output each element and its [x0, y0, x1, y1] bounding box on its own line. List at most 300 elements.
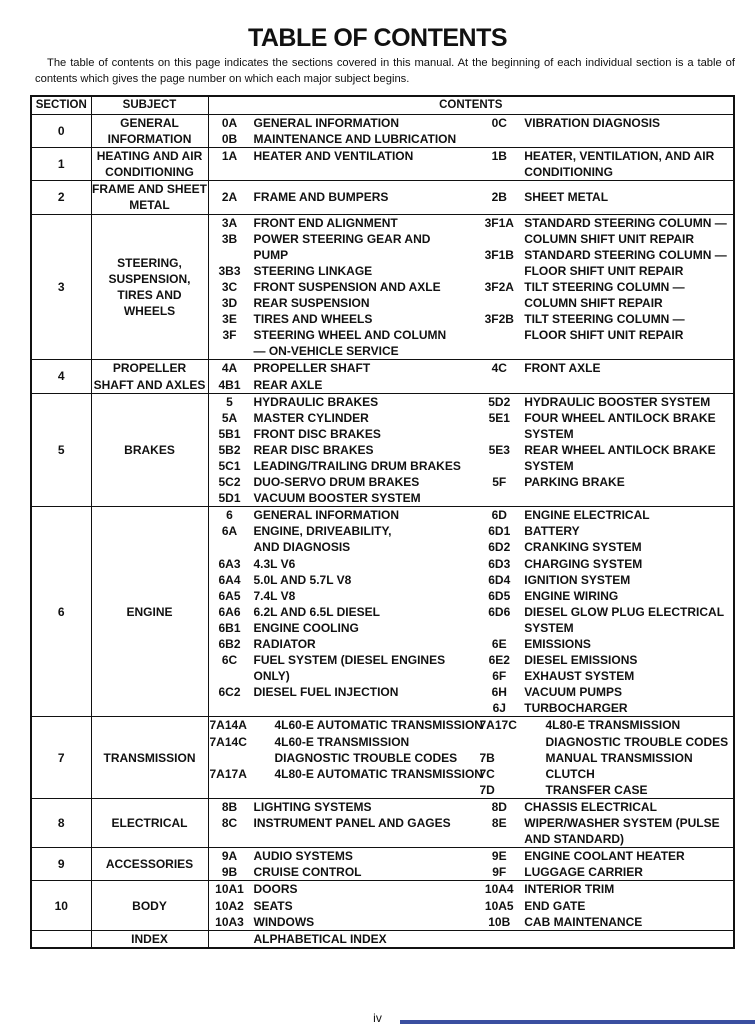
entry-code: 5B1: [218, 426, 241, 441]
section-subject: TRANSMISSION: [91, 717, 208, 798]
toc-entry: [209, 343, 479, 359]
toc-entry: [479, 717, 734, 733]
toc-row: [31, 881, 734, 930]
toc-entry: [478, 394, 733, 410]
section-number: 0: [31, 115, 91, 148]
entry-code: [209, 668, 251, 684]
entry-title: WIPER/WASHER SYSTEM (PULSE: [524, 816, 720, 831]
contents-column-left: [209, 931, 479, 947]
entry-title: LUGGAGE CARRIER: [524, 865, 643, 880]
entry-code: 3F1A: [484, 215, 514, 230]
entry-title: LEADING/TRAILING DRUM BRAKES: [253, 458, 461, 473]
entry-code: 6A5: [218, 588, 241, 603]
toc-entry: [478, 215, 733, 231]
entry-code: [209, 343, 251, 359]
entry-code: 6A: [221, 524, 238, 539]
section-contents: [208, 717, 734, 798]
entry-title: INTERIOR TRIM: [524, 882, 615, 897]
toc-entry: [209, 490, 479, 506]
toc-entry: [478, 115, 733, 131]
toc-body: [31, 115, 734, 948]
entry-code: 6F: [492, 669, 507, 684]
contents-column-left: [209, 507, 479, 716]
toc-entry: [478, 636, 733, 652]
toc-row: [31, 214, 734, 360]
toc-entry: [209, 588, 479, 604]
entry-code: 5D2: [488, 394, 511, 409]
toc-entry: [478, 279, 733, 295]
entry-title: AND STANDARD): [524, 832, 625, 847]
entry-code: 6E2: [488, 653, 510, 668]
entry-code: 3F1B: [484, 247, 514, 262]
entry-code: 5D1: [218, 491, 241, 506]
entry-code: 0B: [221, 132, 238, 147]
entry-code: 8D: [491, 799, 507, 814]
toc-entry: [478, 295, 733, 311]
toc-entry: [478, 620, 733, 636]
entry-code: 4A: [221, 361, 238, 376]
entry-title: TIRES AND WHEELS: [253, 312, 373, 327]
toc-entry: [478, 523, 733, 539]
toc-entry: [209, 652, 479, 668]
entry-title: REAR DISC BRAKES: [253, 442, 374, 457]
toc-row: [31, 798, 734, 847]
entry-title: REAR SUSPENSION: [253, 296, 370, 311]
section-contents: [208, 507, 734, 717]
entry-title: IGNITION SYSTEM: [524, 572, 631, 587]
section-subject: ENGINE: [91, 507, 208, 717]
section-contents: [208, 881, 734, 930]
entry-code: 10A1: [215, 882, 244, 897]
entry-title: FRONT DISC BRAKES: [253, 426, 381, 441]
section-subject: ACCESSORIES: [91, 848, 208, 881]
entry-title: MASTER CYLINDER: [253, 410, 369, 425]
entry-code: 6D2: [488, 540, 511, 555]
entry-code: 10A4: [484, 882, 514, 897]
toc-entry: [479, 750, 734, 766]
entry-title: CRUISE CONTROL: [253, 865, 362, 880]
toc-entry: [209, 620, 479, 636]
entry-title: 5.0L AND 5.7L V8: [253, 572, 352, 587]
toc-entry: [479, 766, 734, 782]
entry-title: SEATS: [253, 898, 293, 913]
toc-entry: [478, 684, 733, 700]
toc-entry: [209, 898, 479, 914]
toc-entry: [209, 684, 479, 700]
entry-title: TILT STEERING COLUMN —: [524, 312, 685, 327]
section-contents: [208, 360, 734, 393]
toc-entry: [209, 914, 479, 930]
entry-title: ENGINE, DRIVEABILITY,: [253, 524, 392, 539]
entry-title: 6.2L AND 6.5L DIESEL: [253, 604, 380, 619]
section-subject: BRAKES: [91, 393, 208, 507]
section-number: [31, 930, 91, 948]
entry-title: RADIATOR: [253, 637, 316, 651]
section-subject: STEERING, SUSPENSION, TIRES AND WHEELS: [91, 214, 208, 360]
entry-title: VIBRATION DIAGNOSIS: [524, 116, 661, 130]
section-subject: FRAME AND SHEET METAL: [92, 182, 207, 213]
toc-entry: [478, 668, 733, 684]
toc-entry: [209, 442, 479, 458]
entry-title: DIESEL FUEL INJECTION: [253, 685, 399, 700]
section-number: 5: [31, 393, 91, 507]
section-contents: [208, 214, 734, 360]
contents-column-left: [209, 394, 479, 507]
toc-entry: [209, 327, 479, 343]
toc-entry: [478, 164, 733, 180]
entry-title: AND DIAGNOSIS: [253, 540, 351, 555]
entry-code: 7A17C: [479, 718, 517, 733]
entry-title: DIESEL EMISSIONS: [524, 653, 638, 668]
entry-code: 10B: [488, 914, 511, 929]
entry-title: TRANSFER CASE: [545, 782, 648, 797]
entry-code: 7C: [479, 766, 495, 781]
contents-column-left: [209, 360, 479, 392]
entry-title: FUEL SYSTEM (DIESEL ENGINES: [253, 653, 446, 668]
section-number: 3: [31, 214, 91, 360]
toc-entry: [209, 148, 479, 164]
entry-title: CHARGING SYSTEM: [524, 556, 643, 571]
entry-title: — ON-VEHICLE SERVICE: [253, 344, 399, 359]
contents-column-left: [209, 848, 479, 880]
section-number: 8: [31, 798, 91, 847]
entry-title: DIAGNOSTIC TROUBLE CODES: [274, 750, 458, 765]
section-contents: [208, 930, 734, 948]
entry-code: 3C: [221, 279, 238, 294]
toc-entry: [209, 458, 479, 474]
entry-code: 3B3: [218, 263, 241, 278]
toc-entry: [478, 263, 733, 279]
entry-code: 5E3: [488, 442, 510, 457]
entry-title: POWER STEERING GEAR AND: [253, 231, 431, 246]
entry-title: CHASSIS ELECTRICAL: [524, 799, 657, 814]
contents-column-right: [478, 799, 733, 847]
entry-code: 6A6: [218, 604, 241, 619]
toc-entry: [478, 898, 733, 914]
section-subject: BODY: [91, 881, 208, 930]
contents-column-right: [478, 881, 733, 929]
entry-code: 6D: [491, 508, 507, 523]
section-contents: [208, 115, 734, 148]
entry-code: 6D6: [488, 604, 511, 619]
entry-code: 6B2: [218, 637, 241, 651]
entry-title: FRAME AND BUMPERS: [253, 190, 389, 205]
toc-entry: [209, 115, 479, 131]
toc-entry: [478, 831, 733, 847]
entry-title: TURBOCHARGER: [524, 701, 628, 716]
section-number: 2: [31, 181, 91, 214]
entry-code: 1B: [491, 149, 507, 164]
entry-title: AUDIO SYSTEMS: [253, 849, 353, 864]
toc-entry: [478, 189, 733, 205]
entry-code: 10A2: [215, 898, 244, 913]
contents-column-right: [478, 507, 733, 716]
toc-entry: [209, 189, 479, 205]
entry-code: 10A5: [484, 898, 514, 913]
page-number: iv: [373, 1011, 382, 1025]
toc-entry: [478, 652, 733, 668]
contents-column-right: [478, 189, 733, 205]
toc-entry: [478, 426, 733, 442]
toc-entry: [209, 572, 479, 588]
entry-title: ENGINE ELECTRICAL: [524, 508, 650, 523]
entry-code: 3D: [221, 296, 238, 311]
contents-column-right: [478, 931, 733, 947]
toc-entry: [478, 572, 733, 588]
toc-entry: [478, 539, 733, 555]
entry-code: 7A17A: [209, 766, 247, 781]
entry-code: 6E: [491, 637, 507, 651]
toc-entry: [209, 931, 479, 947]
section-contents: [208, 798, 734, 847]
entry-code: 9A: [221, 849, 238, 864]
toc-entry: [478, 231, 733, 247]
toc-entry: [478, 881, 733, 897]
toc-header-row: [31, 96, 734, 115]
entry-title: 4.3L V6: [253, 556, 296, 571]
entry-title: PUMP: [253, 247, 289, 262]
entry-title: HYDRAULIC BOOSTER SYSTEM: [524, 394, 711, 409]
section-subject: ELECTRICAL: [91, 798, 208, 847]
entry-title: PARKING BRAKE: [524, 475, 625, 490]
entry-title: FRONT END ALIGNMENT: [253, 215, 398, 230]
entry-title: STANDARD STEERING COLUMN —: [524, 215, 727, 230]
entry-code: 6B1: [218, 620, 241, 635]
toc-entry: [478, 700, 733, 716]
toc-entry: [209, 215, 479, 231]
toc-entry: [209, 668, 479, 684]
section-number: 6: [31, 507, 91, 717]
toc-entry: [209, 539, 479, 555]
entry-title: HYDRAULIC BRAKES: [253, 394, 379, 409]
entry-title: DOORS: [253, 882, 298, 897]
entry-title: MANUAL TRANSMISSION: [545, 750, 693, 765]
contents-column-left: [209, 799, 479, 847]
section-contents: [208, 393, 734, 507]
section-number: 1: [31, 148, 91, 181]
entry-code: 5F: [492, 475, 507, 490]
contents-column-right: [478, 148, 733, 180]
entry-code: 4B1: [218, 377, 241, 392]
entry-title: CONDITIONING: [524, 165, 613, 180]
toc-table: [30, 95, 735, 949]
toc-entry: [478, 148, 733, 164]
toc-entry: [209, 507, 479, 523]
entry-code: 5C1: [218, 458, 241, 473]
toc-entry: [478, 604, 733, 620]
toc-entry: [209, 426, 479, 442]
entry-code: 9B: [221, 865, 238, 880]
entry-title: EMISSIONS: [524, 637, 591, 651]
entry-code: 6D4: [488, 572, 511, 587]
entry-code: 6A3: [218, 556, 241, 571]
entry-title: STEERING LINKAGE: [253, 263, 373, 278]
entry-title: VACUUM BOOSTER SYSTEM: [253, 491, 421, 506]
page-title: TABLE OF CONTENTS: [247, 24, 508, 52]
contents-column-right: [478, 360, 733, 392]
entry-code: [209, 931, 251, 947]
entry-code: 6: [226, 508, 233, 523]
toc-row: [31, 181, 734, 214]
entry-title: ENGINE COOLING: [253, 620, 359, 635]
contents-column-left: [209, 115, 479, 147]
entry-title: COLUMN SHIFT REPAIR: [524, 296, 663, 311]
section-subject: INDEX: [91, 930, 208, 948]
entry-title: GENERAL INFORMATION: [253, 508, 400, 523]
toc-entry: [209, 394, 479, 410]
entry-code: [479, 734, 542, 750]
entry-title: BATTERY: [524, 524, 580, 539]
toc-entry: [478, 799, 733, 815]
contents-column-left: [209, 881, 479, 929]
entry-code: 6H: [491, 685, 507, 700]
entry-code: 8B: [221, 799, 238, 814]
entry-code: 0C: [491, 116, 507, 130]
entry-title: REAR AXLE: [253, 377, 323, 392]
entry-code: 3A: [221, 215, 238, 230]
section-contents: [208, 848, 734, 881]
toc-entry: [478, 507, 733, 523]
entry-code: 5: [226, 394, 233, 409]
contents-column-right: [479, 717, 734, 797]
entry-code: 5E1: [488, 410, 510, 425]
toc-entry: [209, 377, 479, 393]
entry-title: VACUUM PUMPS: [524, 685, 623, 700]
entry-title: TILT STEERING COLUMN —: [524, 279, 685, 294]
entry-code: 5C2: [218, 475, 241, 490]
toc-row: [31, 930, 734, 948]
toc-row: [31, 360, 734, 393]
section-contents: [208, 181, 734, 214]
toc-entry: [209, 766, 483, 782]
entry-title: PROPELLER SHAFT: [253, 361, 371, 376]
entry-title: ENGINE COOLANT HEATER: [524, 849, 685, 864]
toc-entry: [478, 311, 733, 327]
entry-code: [478, 426, 520, 442]
toc-entry: [478, 815, 733, 831]
entry-title: FLOOR SHIFT UNIT REPAIR: [524, 263, 684, 278]
entry-title: END GATE: [524, 898, 586, 913]
entry-title: STANDARD STEERING COLUMN —: [524, 247, 727, 262]
toc-entry: [478, 474, 733, 490]
entry-title: INSTRUMENT PANEL AND GAGES: [253, 816, 451, 831]
entry-title: 7.4L V8: [253, 588, 296, 603]
entry-code: 3B: [221, 231, 238, 246]
toc-entry: [209, 881, 479, 897]
entry-code: 7A14C: [209, 734, 247, 749]
entry-code: 9E: [491, 849, 507, 864]
toc-entry: [209, 295, 479, 311]
entry-title: COLUMN SHIFT UNIT REPAIR: [524, 231, 695, 246]
intro-paragraph: The table of contents on this page indicates the sections covered in this manual. At the beginning of each individual section is a table of contents which gives the page number on which each major subject begins.: [35, 57, 735, 85]
header-contents: CONTENTS: [208, 96, 734, 115]
entry-title: 4L60-E AUTOMATIC TRANSMISSION: [274, 718, 483, 733]
section-number: 4: [31, 360, 91, 393]
toc-entry: [209, 556, 479, 572]
toc-row: [31, 115, 734, 148]
entry-code: [478, 620, 520, 636]
entry-code: 8E: [491, 816, 507, 831]
entry-title: HEATER AND VENTILATION: [253, 149, 414, 164]
toc-row: [31, 717, 734, 798]
entry-title: FRONT SUSPENSION AND AXLE: [253, 279, 441, 294]
entry-title: SHEET METAL: [524, 190, 609, 205]
entry-code: 6A4: [218, 572, 241, 587]
entry-code: 8C: [221, 816, 238, 831]
section-contents: [208, 148, 734, 181]
entry-code: 0A: [221, 116, 238, 130]
toc-entry: [478, 864, 733, 880]
toc-row: [31, 393, 734, 507]
section-subject: HEATING AND AIR CONDITIONING: [91, 148, 208, 181]
entry-title: 4L80-E TRANSMISSION: [545, 718, 681, 733]
toc-entry: [209, 717, 483, 733]
toc-entry: [478, 458, 733, 474]
contents-column-left: [209, 215, 479, 360]
contents-column-left: [209, 717, 483, 797]
entry-title: HEATER, VENTILATION, AND AIR: [524, 149, 715, 164]
contents-column-right: [478, 394, 733, 507]
entry-title: CRANKING SYSTEM: [524, 540, 642, 555]
entry-code: [478, 831, 520, 847]
toc-entry: [478, 247, 733, 263]
entry-code: 3E: [222, 312, 237, 327]
entry-title: CLUTCH: [545, 766, 595, 781]
entry-code: 3F: [222, 328, 237, 343]
entry-title: REAR WHEEL ANTILOCK BRAKE: [524, 442, 716, 457]
toc-entry: [209, 474, 479, 490]
toc-entry: [209, 523, 479, 539]
entry-title: 4L60-E TRANSMISSION: [274, 734, 410, 749]
entry-code: 5A: [221, 410, 238, 425]
contents-column-right: [478, 215, 733, 360]
toc-entry: [209, 799, 479, 815]
contents-column-left: [209, 189, 479, 205]
toc-entry: [209, 734, 479, 750]
entry-code: [478, 458, 520, 474]
toc-entry: [209, 815, 479, 831]
toc-entry: [478, 442, 733, 458]
bottom-edge-bar: [400, 1020, 755, 1024]
entry-code: [478, 231, 520, 247]
entry-title: FLOOR SHIFT UNIT REPAIR: [524, 328, 684, 343]
toc-entry: [209, 231, 479, 247]
entry-code: 2B: [491, 190, 507, 205]
toc-row: [31, 848, 734, 881]
toc-entry: [209, 279, 479, 295]
toc-entry: [209, 360, 479, 376]
toc-entry: [209, 604, 479, 620]
entry-code: 6J: [492, 701, 506, 716]
entry-code: [478, 164, 520, 180]
header-section: SECTION: [31, 96, 91, 115]
toc-entry: [478, 327, 733, 343]
entry-code: [209, 539, 251, 555]
entry-code: 3F2A: [484, 279, 514, 294]
entry-title: SYSTEM: [524, 426, 574, 441]
entry-code: 6C2: [218, 685, 241, 700]
entry-code: 4C: [491, 361, 507, 376]
entry-title: WINDOWS: [253, 914, 315, 929]
entry-code: 6C: [221, 653, 238, 668]
toc-entry: [209, 864, 479, 880]
entry-title: ALPHABETICAL INDEX: [253, 931, 387, 946]
section-number: 10: [31, 881, 91, 930]
toc-row: [31, 507, 734, 717]
entry-code: 7D: [479, 782, 495, 797]
toc-entry: [209, 848, 479, 864]
entry-title: DIAGNOSTIC TROUBLE CODES: [545, 734, 729, 749]
